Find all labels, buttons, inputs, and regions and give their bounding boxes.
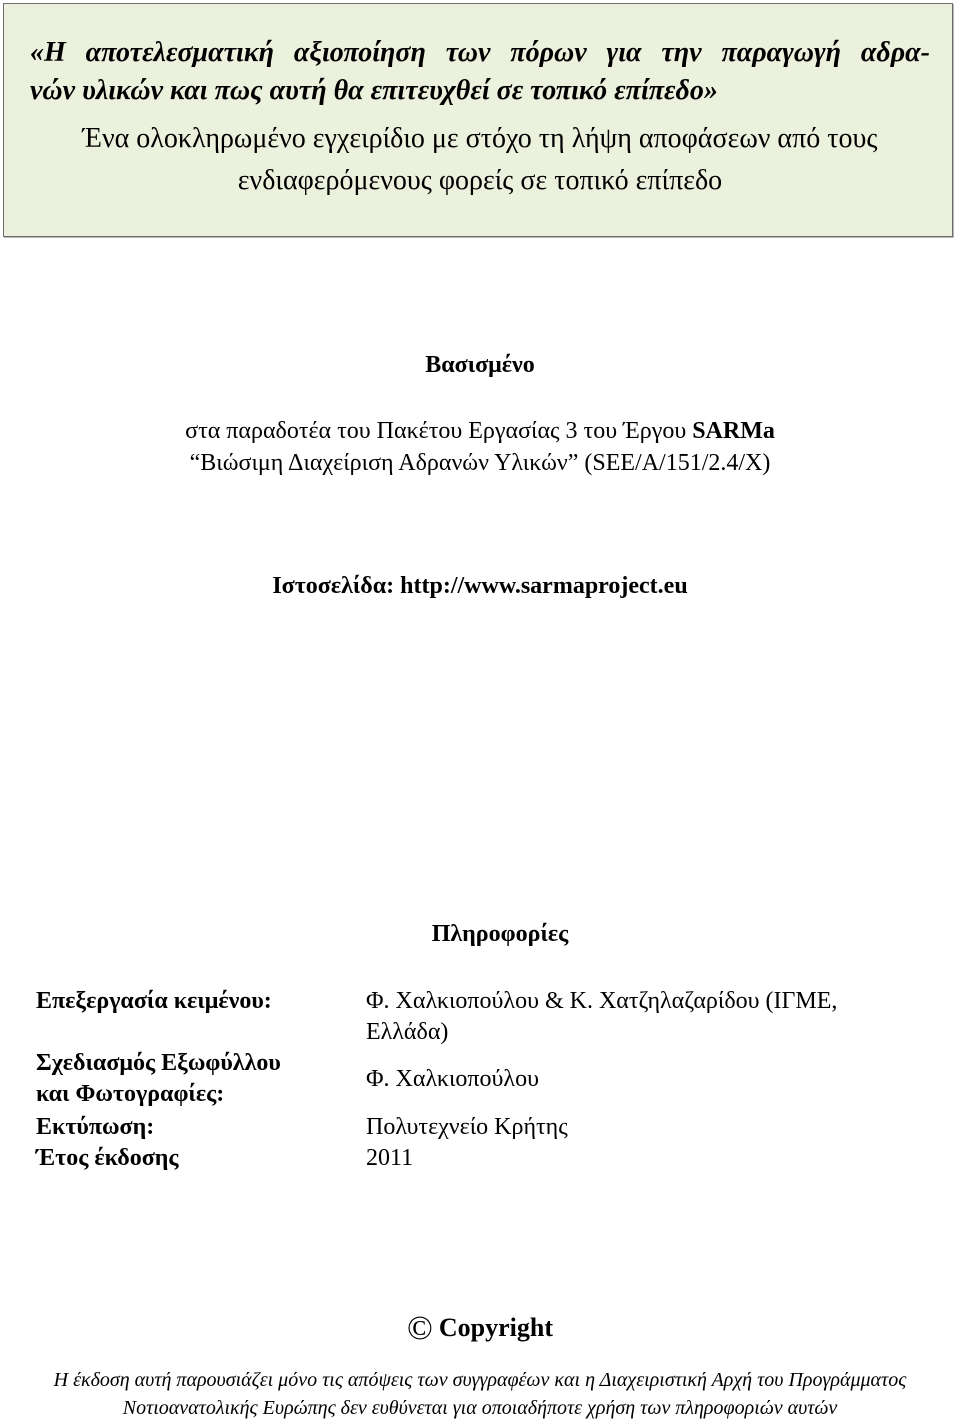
disclaimer-line-1: Η έκδοση αυτή παρουσιάζει μόνο τις απόψεις των συγγραφέων και η Διαχειριστική Αρχή του Προγράμματος (53, 1369, 907, 1391)
text-editing-value (366, 986, 946, 1048)
text-editing-value-line-1: Φ. Χαλκιοπούλου & Κ. Χατζηλαζαρίδου (ΙΓΜΕ, (366, 988, 838, 1014)
subtitle-line-1: Ένα ολοκληρωμένο εγχειρίδιο με στόχο τη λήψη αποφάσεων από τους (82, 123, 878, 154)
info-heading: Πληροφορίες (431, 921, 569, 947)
disclaimer-line-2: Νοτιοανατολικής Ευρώπης δεν ευθύνεται για οποιαδήποτε χρήση των πληροφοριών αυτών (122, 1397, 838, 1419)
document-subtitle (30, 118, 930, 202)
subtitle-line-2: ενδιαφερόμενους φορείς σε τοπικό επίπεδο (237, 165, 723, 196)
publication-year-label: Έτος έκδοσης (36, 1145, 179, 1171)
based-on-text: στα παραδοτέα του Πακέτου Εργασίας 3 του Έργου (185, 418, 687, 444)
text-editing-value-line-2: Ελλάδα) (366, 1019, 449, 1045)
copyright-label: Copyright (438, 1313, 553, 1342)
title-line-2: νών υλικών και πως αυτή θα επιτευχθεί σε τοπικό επίπεδο» (30, 75, 718, 106)
copyright-heading (0, 1310, 960, 1348)
cover-design-label (36, 1048, 281, 1110)
printing-label: Εκτύπωση: (36, 1114, 155, 1140)
title-line-1: «Η αποτελεσματική αξιοποίηση των πόρων για την παραγωγή αδρα- (30, 37, 930, 68)
website-link[interactable]: Ιστοσελίδα: http://www.sarmaproject.eu (272, 573, 688, 599)
document-title (30, 34, 930, 110)
printing-value: Πολυτεχνείο Κρήτης (366, 1114, 568, 1140)
text-editing-label: Επεξεργασία κειμένου: (36, 988, 272, 1014)
cover-design-label-line-2: και Φωτογραφίες: (36, 1081, 225, 1107)
cover-design-label-line-1: Σχεδιασμός Εξωφύλλου (36, 1050, 281, 1076)
based-on-line-2: “Βιώσιμη Διαχείριση Αδρανών Υλικών” (SEE/A/151/2.4/X) (189, 450, 771, 476)
based-on-heading: Βασισμένο (425, 352, 535, 378)
project-name: SARMa (692, 418, 775, 444)
based-on-line-1 (0, 418, 960, 445)
publication-year-value: 2011 (366, 1145, 414, 1171)
copyright-icon: © (407, 1310, 433, 1347)
cover-design-value: Φ. Χαλκιοπούλου (366, 1066, 539, 1092)
